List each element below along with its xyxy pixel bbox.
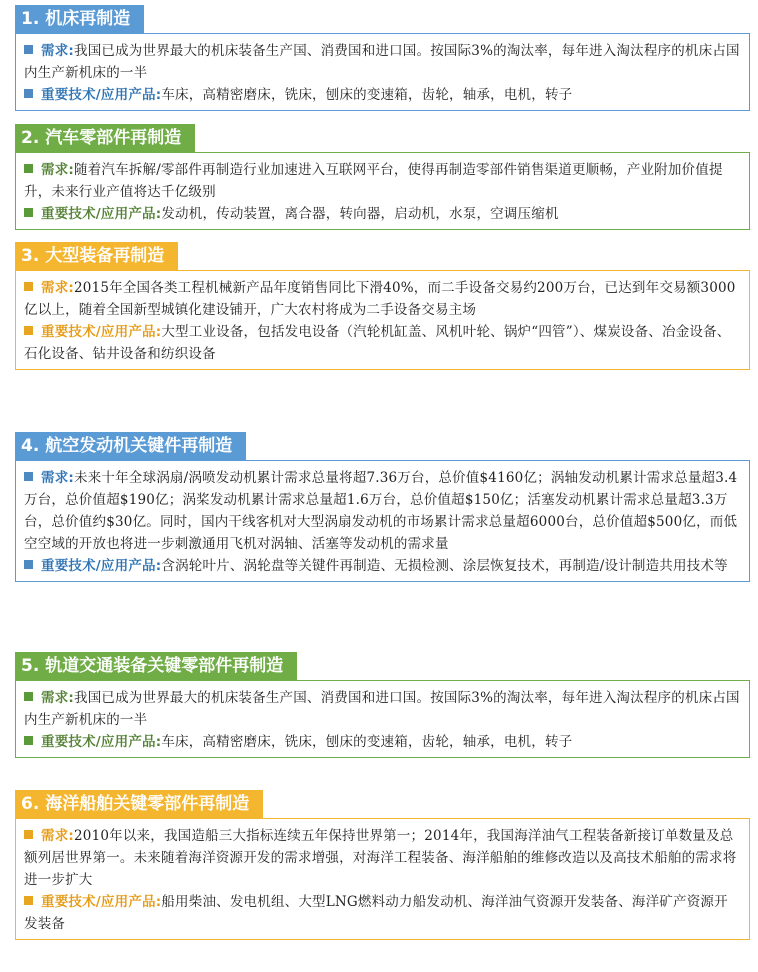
demand-paragraph [24,825,741,891]
square-bullet-icon [24,560,33,569]
section-body [15,680,750,758]
square-bullet-icon [24,736,33,745]
tech-paragraph [24,731,741,753]
tech-text: 车床，高精密磨床，铣床，刨床的变速箱，齿轮，轴承，电机，转子 [161,87,573,103]
demand-text: 2015年全国各类工程机械新产品年度销售同比下滑40%，而二手设备交易约200万台，已达到年交易额3000亿以上，随着全国新型城镇化建设铺开，广大农村将成为二手设备交易主场 [24,280,736,318]
section-body [15,152,750,230]
demand-paragraph [24,277,741,321]
section-machine-tool [15,5,750,111]
demand-text: 随着汽车拆解/零部件再制造行业加速进入互联网平台，使得再制造零部件销售渠道更顺畅，产业附加价值提升，未来行业产值将达千亿级别 [24,162,723,200]
tech-label: 重要技术/应用产品: [41,558,162,574]
tech-paragraph [24,555,741,577]
demand-paragraph [24,467,741,555]
tech-label: 重要技术/应用产品: [41,734,162,750]
demand-label: 需求: [41,162,74,178]
tech-paragraph [24,321,741,365]
square-bullet-icon [24,208,33,217]
square-bullet-icon [24,472,33,481]
tech-text: 含涡轮叶片、涡轮盘等关键件再制造、无损检测、涂层恢复技术，再制造/设计制造共用技术等 [161,558,728,574]
tech-text: 车床，高精密磨床，铣床，刨床的变速箱，齿轮，轴承，电机，转子 [161,734,573,750]
section-aero-engine [15,432,750,582]
tech-text: 大型工业设备，包括发电设备（汽轮机缸盖、风机叶轮、锅炉“四管”）、煤炭设备、冶金设备、石化设备、钻井设备和纺织设备 [24,324,731,362]
section-title: 2. 汽车零部件再制造 [15,124,195,152]
section-body [15,270,750,370]
demand-label: 需求: [41,43,74,59]
square-bullet-icon [24,89,33,98]
tech-label: 重要技术/应用产品: [41,894,162,910]
section-auto-parts [15,124,750,230]
section-title: 3. 大型装备再制造 [15,242,178,270]
demand-label: 需求: [41,280,74,296]
section-title: 1. 机床再制造 [15,5,144,33]
square-bullet-icon [24,896,33,905]
square-bullet-icon [24,692,33,701]
square-bullet-icon [24,830,33,839]
section-body [15,818,750,940]
demand-text: 我国已成为世界最大的机床装备生产国、消费国和进口国。按国际3%的淘汰率，每年进入淘汰程序的机床占国内生产新机床的一半 [24,43,740,81]
square-bullet-icon [24,164,33,173]
demand-paragraph [24,40,741,84]
demand-paragraph [24,159,741,203]
demand-label: 需求: [41,828,74,844]
demand-text: 未来十年全球涡扇/涡喷发动机累计需求总量将超7.36万台，总价值$4160亿；涡轴发动机累计需求总量超3.4万台，总价值超$190亿；涡桨发动机累计需求总量超1.6万台，总价值超$150亿；活塞发动机累计需求总量超3.3万台，总价值约$30亿。同时，国内干线客机对大型涡扇发动机的市场累计需求总量超6000台，总价值超$500亿，而低空空域的开放也将进一步刺激通用飞机对涡轴、活塞等发动机的需求量 [24,470,738,552]
section-large-equipment [15,242,750,370]
section-title: 4. 航空发动机关键件再制造 [15,432,246,460]
tech-label: 重要技术/应用产品: [41,324,162,340]
tech-label: 重要技术/应用产品: [41,87,162,103]
section-title: 6. 海洋船舶关键零部件再制造 [15,790,263,818]
tech-paragraph [24,203,741,225]
section-body [15,33,750,111]
demand-paragraph [24,687,741,731]
tech-paragraph [24,84,741,106]
square-bullet-icon [24,326,33,335]
tech-text: 船用柴油、发电机组、大型LNG燃料动力船发动机、海洋油气资源开发装备、海洋矿产资源开发装备 [24,894,728,932]
section-marine-ship [15,790,750,940]
demand-label: 需求: [41,470,74,486]
tech-paragraph [24,891,741,935]
demand-label: 需求: [41,690,74,706]
square-bullet-icon [24,45,33,54]
demand-text: 2010年以来，我国造船三大指标连续五年保持世界第一；2014年，我国海洋油气工程装备新接订单数量及总额列居世界第一。未来随着海洋资源开发的需求增强，对海洋工程装备、海洋船舶的维修改造以及高技术船舶的需求将进一步扩大 [24,828,737,888]
section-rail-transit [15,652,750,758]
tech-label: 重要技术/应用产品: [41,206,162,222]
section-title: 5. 轨道交通装备关键零部件再制造 [15,652,297,680]
tech-text: 发动机，传动装置，离合器，转向器，启动机，水泵，空调压缩机 [161,206,559,222]
square-bullet-icon [24,282,33,291]
section-body [15,460,750,582]
demand-text: 我国已成为世界最大的机床装备生产国、消费国和进口国。按国际3%的淘汰率，每年进入淘汰程序的机床占国内生产新机床的一半 [24,690,740,728]
